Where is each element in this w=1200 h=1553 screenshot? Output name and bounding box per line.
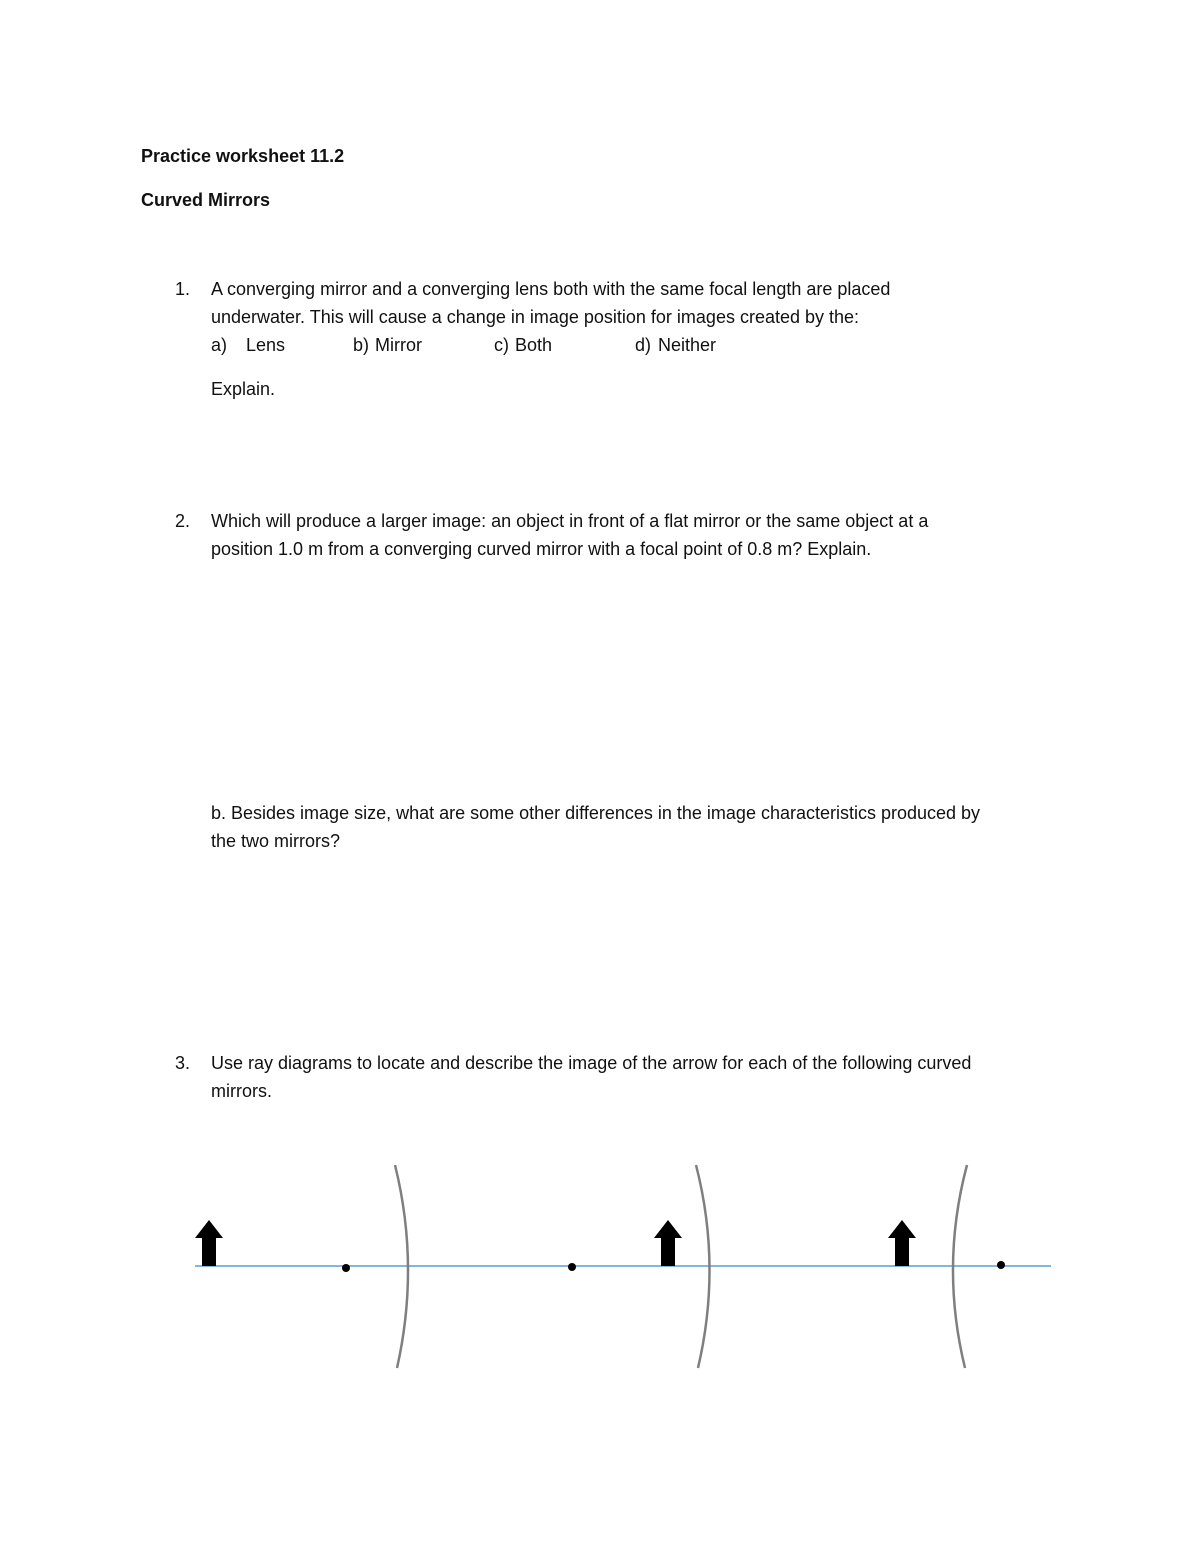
option-letter: b) bbox=[353, 335, 370, 355]
question-text-line: position 1.0 m from a converging curved mirror with a focal point of 0.8 m? Explain. bbox=[211, 539, 872, 559]
part-b-text-line: b. Besides image size, what are some other differences in the image characteristics produced by bbox=[211, 803, 981, 823]
question-number: 3. bbox=[175, 1053, 191, 1073]
question-text-line: A converging mirror and a converging lens both with the same focal length are placed bbox=[211, 279, 891, 299]
question-text-line: mirrors. bbox=[211, 1081, 272, 1101]
option-letter: c) bbox=[494, 335, 509, 355]
worksheet-subtitle: Curved Mirrors bbox=[141, 190, 271, 210]
question-number: 1. bbox=[175, 279, 191, 299]
worksheet-title: Practice worksheet 11.2 bbox=[141, 146, 345, 166]
object-arrow-2 bbox=[654, 1220, 682, 1266]
focal-point-3 bbox=[997, 1261, 1005, 1269]
option-letter: d) bbox=[635, 335, 652, 355]
option-text: Both bbox=[515, 335, 553, 355]
object-arrow-1 bbox=[195, 1220, 223, 1266]
focal-point-1 bbox=[342, 1264, 350, 1272]
option-text: Lens bbox=[246, 335, 286, 355]
focal-point-2 bbox=[568, 1263, 576, 1271]
question-text-line: underwater. This will cause a change in image position for images created by the: bbox=[211, 307, 860, 327]
option-text: Mirror bbox=[375, 335, 422, 355]
option-text: Neither bbox=[658, 335, 717, 355]
question-text-line: Which will produce a larger image: an object in front of a flat mirror or the same object at a bbox=[211, 511, 929, 531]
part-b-text-line: the two mirrors? bbox=[211, 831, 341, 851]
option-letter: a) bbox=[211, 335, 228, 355]
question-text-line: Use ray diagrams to locate and describe the image of the arrow for each of the following curved bbox=[211, 1053, 972, 1073]
object-arrow-3 bbox=[888, 1220, 916, 1266]
question-number: 2. bbox=[175, 511, 191, 531]
explain-prompt: Explain. bbox=[211, 379, 276, 399]
